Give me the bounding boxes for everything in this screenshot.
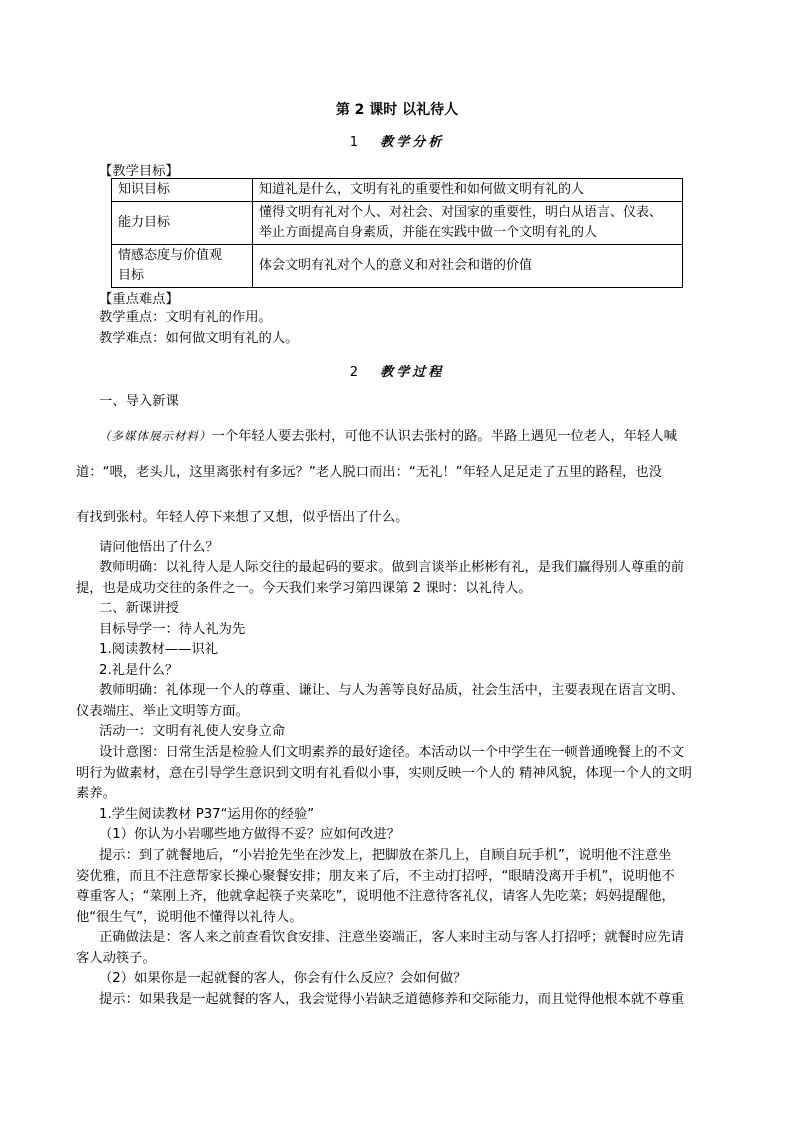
section-heading-analysis bbox=[0, 131, 794, 150]
key-point: 教学重点：文明有礼的作用。 bbox=[99, 310, 272, 325]
design-line-1: 设计意图：日常生活是检验人们文明素养的最好途径。本活动以一个中学生在一顿普通晚餐上的不文 bbox=[99, 745, 685, 760]
teacher-note-2-line-2: 仪表端庄、举止文明等方面。 bbox=[76, 704, 249, 719]
section-caption: 教学过程 bbox=[380, 365, 445, 380]
sub-question-1: （1）你认为小岩哪些地方做得不妥？应如何改进？ bbox=[99, 827, 400, 842]
goal-value-emotion: 体会文明有礼对个人的意义和对社会和谐的价值 bbox=[253, 245, 683, 288]
design-line-3: 素养。 bbox=[76, 786, 116, 801]
section-caption: 教学分析 bbox=[380, 135, 445, 150]
teacher-note-2-line-1: 教师明确：礼体现一个人的尊重、谦让、与人为善等良好品质，社会生活中，主要表现在语言文明、 bbox=[99, 683, 685, 698]
correct-line-1: 正确做法是：客人来之前查看饮食安排、注意坐姿端正，客人来时主动与客人打招呼；就餐时应先请 bbox=[99, 930, 685, 945]
story-line-1 bbox=[99, 426, 677, 447]
story-note: （多媒体展示材料） bbox=[99, 429, 212, 443]
section-number: 1 bbox=[349, 135, 359, 150]
goal-value-line: 举止方面提高自身素质，并能在实践中做一个文明有礼的人 bbox=[259, 225, 598, 240]
table-row bbox=[112, 245, 683, 288]
read-item-1: 1.阅读教材——识礼 bbox=[99, 642, 219, 657]
section-number: 2 bbox=[349, 365, 359, 380]
what-is-li: 2.礼是什么？ bbox=[99, 663, 179, 678]
goal-key-ability: 能力目标 bbox=[112, 202, 253, 245]
goal-guide-1: 目标导学一：待人礼为先 bbox=[99, 622, 246, 637]
activity-1: 活动一：文明有礼使人安身立命 bbox=[99, 724, 286, 739]
goal-key-line: 目标 bbox=[118, 268, 145, 283]
section-heading-process bbox=[0, 361, 794, 380]
key-difficult-label: 【重点难点】 bbox=[99, 292, 179, 307]
story-line-3: 有找到张村。年轻人停下来想了又想，似乎悟出了什么。 bbox=[76, 510, 409, 525]
read-textbook: 1.学生阅读教材 P37“运用你的经验” bbox=[99, 807, 315, 822]
story-line-2: 道：“喂，老头儿，这里离张村有多远？”老人脱口而出：“无礼！”年轻人足足走了五里的路程，也没 bbox=[76, 465, 663, 480]
goal-key-line: 情感态度与价值观 bbox=[118, 248, 223, 263]
teaching-goals-table bbox=[111, 178, 683, 288]
goal-value-line: 懂得文明有礼对个人、对社会、对国家的重要性，明白从语言、仪表、 bbox=[259, 205, 663, 220]
table-row bbox=[112, 202, 683, 245]
page-title: 第 2 课时 以礼待人 bbox=[335, 102, 459, 118]
teacher-note-1-line-1: 教师明确：以礼待人是人际交往的最起码的要求。做到言谈举止彬彬有礼，是我们赢得别人尊重的前 bbox=[99, 560, 685, 575]
teaching-goals-label: 【教学目标】 bbox=[99, 164, 179, 179]
sub-question-2: （2）如果你是一起就餐的客人，你会有什么反应？会如何做？ bbox=[99, 971, 467, 986]
story-text: 一个年轻人要去张村，可他不认识去张村的路。半路上遇见一位老人，年轻人喊 bbox=[211, 429, 677, 444]
difficult-point: 教学难点：如何做文明有礼的人。 bbox=[99, 331, 299, 346]
goal-key-emotion bbox=[112, 245, 253, 288]
hint-1-line-3: 尊重客人；“菜刚上齐，他就拿起筷子夹菜吃”，说明他不注意待客礼仪，请客人先吃菜；妈妈提醒他， bbox=[76, 889, 675, 904]
hint-1-line-4: 他“很生气”，说明他不懂得以礼待人。 bbox=[76, 910, 303, 925]
part1-heading: 一、导入新课 bbox=[99, 394, 179, 409]
design-line-2: 明行为做素材，意在引导学生意识到文明有礼看似小事，实则反映一个人的 精神风貌，体现一个人的文明 bbox=[76, 766, 692, 781]
hint-2-line-1: 提示：如果我是一起就餐的客人，我会觉得小岩缺乏道德修养和交际能力，而且觉得他根本就不尊重 bbox=[99, 992, 685, 1007]
hint-1-line-2: 姿优雅，而且不注意帮家长操心聚餐安排；朋友来了后，不主动打招呼，“眼睛没离开手机”，说明他不 bbox=[76, 869, 675, 884]
correct-line-2: 客人动筷子。 bbox=[76, 951, 156, 966]
table-row bbox=[112, 179, 683, 202]
goal-value-ability bbox=[253, 202, 683, 245]
goal-key-knowledge: 知识目标 bbox=[112, 179, 253, 202]
question-1: 请问他悟出了什么？ bbox=[99, 540, 219, 555]
teacher-note-1-line-2: 提，也是成功交往的条件之一。今天我们来学习第四课第 2 课时：以礼待人。 bbox=[76, 581, 532, 596]
part2-heading: 二、新课讲授 bbox=[99, 601, 179, 616]
hint-1-line-1: 提示：到了就餐地后，“小岩抢先坐在沙发上，把脚放在茶几上，自顾自玩手机”，说明他不注意坐 bbox=[99, 848, 672, 863]
goal-value-knowledge: 知道礼是什么，文明有礼的重要性和如何做文明有礼的人 bbox=[253, 179, 683, 202]
